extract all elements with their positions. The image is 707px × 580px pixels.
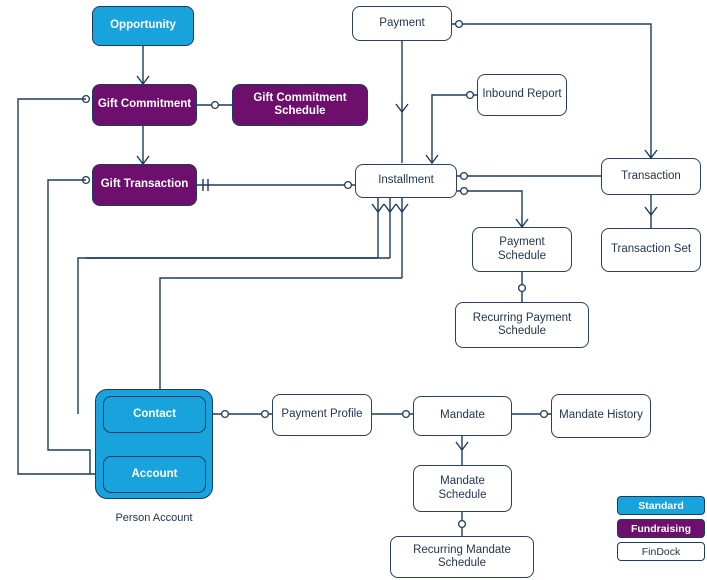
legend-item-standard [617, 496, 705, 515]
node-installment[interactable] [355, 164, 457, 198]
node-payment-profile-label: Payment Profile [281, 408, 363, 421]
node-recurring-mandate-schedule[interactable] [390, 536, 534, 578]
legend-item-fundraising [617, 519, 705, 538]
node-recurring-payment-schedule-label: Recurring Payment Schedule [472, 311, 572, 337]
node-account-label: Account [131, 467, 178, 480]
node-transaction-set-label: Transaction Set [610, 243, 692, 256]
node-gift-commitment-label: Gift Commitment [97, 98, 192, 111]
legend [617, 496, 705, 565]
node-mandate[interactable] [413, 396, 512, 436]
node-payment-profile[interactable] [272, 394, 372, 436]
node-mandate-schedule-label: Mandate Schedule [438, 475, 487, 501]
node-account[interactable] [103, 456, 206, 493]
node-recurring-mandate-schedule-label: Recurring Mandate Schedule [413, 543, 511, 569]
node-gift-transaction[interactable] [92, 164, 197, 206]
node-contact[interactable] [103, 396, 206, 433]
node-payment-schedule-label: Payment Schedule [498, 236, 546, 262]
node-contact-label: Contact [133, 407, 176, 420]
node-recurring-payment-schedule[interactable] [455, 302, 589, 348]
node-gift-commitment-schedule[interactable] [232, 84, 368, 126]
node-mandate-label: Mandate [440, 409, 485, 422]
node-mandate-history[interactable] [551, 394, 651, 438]
legend-item-fundraising-label: Fundraising [630, 522, 692, 535]
node-transaction-set[interactable] [601, 228, 701, 272]
node-payment-label: Payment [379, 16, 425, 29]
node-gift-commitment[interactable] [92, 84, 197, 126]
node-payment[interactable] [352, 6, 452, 41]
legend-item-findock-label: FinDock [641, 545, 681, 558]
node-transaction[interactable] [601, 158, 701, 195]
person-account-caption: Person Account [115, 512, 193, 524]
node-installment-label: Installment [378, 174, 434, 187]
node-opportunity[interactable] [92, 6, 194, 46]
node-mandate-history-label: Mandate History [559, 409, 643, 422]
node-gift-transaction-label: Gift Transaction [100, 178, 189, 191]
node-opportunity-label: Opportunity [110, 19, 176, 32]
node-payment-schedule[interactable] [472, 227, 572, 272]
legend-item-standard-label: Standard [638, 499, 684, 512]
node-inbound-report[interactable] [477, 74, 567, 116]
legend-item-findock [617, 542, 705, 561]
node-inbound-report-label: Inbound Report [482, 88, 562, 101]
node-transaction-label: Transaction [621, 169, 681, 182]
node-gift-commitment-schedule-label: Gift Commitment Schedule [253, 91, 347, 117]
node-mandate-schedule[interactable] [413, 465, 512, 512]
